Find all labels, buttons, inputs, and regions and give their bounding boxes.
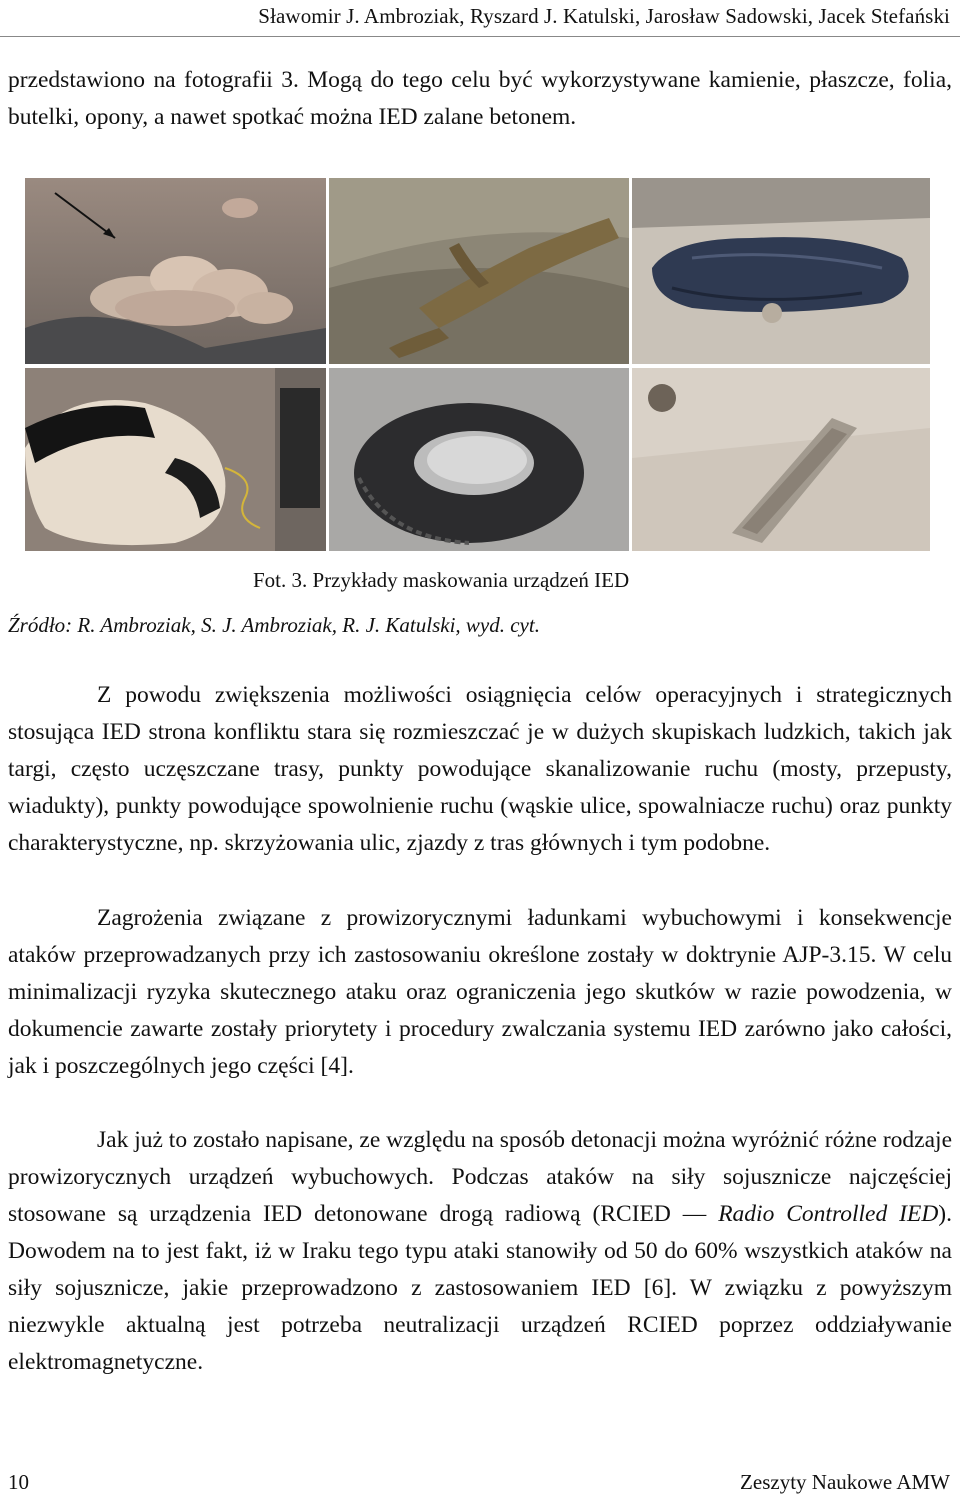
tarp-photo — [632, 178, 930, 364]
rocks-photo — [25, 178, 326, 364]
bag-photo — [25, 368, 326, 551]
paragraph-3-text-end: ). Dowodem na to jest fakt, iż w Iraku tego typu ataki stanowiły od 50 do 60% wszystkich ataków na siły sojusznicze, jakie przeprowadzono z zastosowaniem IED [6]. W związku z powyższym niezwykle aktualną jest potrzeba neutralizacji urządzeń RCIED poprzez oddziaływanie elektromagnetyczne. — [8, 1201, 952, 1375]
figure-source: Źródło: R. Ambroziak, S. J. Ambroziak, R. J. Katulski, wyd. cyt. — [8, 613, 540, 637]
intro-paragraph: przedstawiono na fotografii 3. Mogą do tego celu być wykorzystywane kamienie, płaszcze, folia, butelki, opony, a nawet spotkać można IED zalane betonem. — [8, 67, 952, 130]
paragraph-3-italic-term: Radio Controlled IED — [718, 1201, 939, 1227]
concrete-photo — [632, 368, 930, 551]
body-paragraph-3 — [8, 1122, 952, 1381]
figure-caption: Fot. 3. Przykłady maskowania urządzeń IED — [253, 568, 630, 592]
figure-photo-grid — [25, 178, 930, 551]
header-divider — [0, 36, 960, 37]
paragraph-3-text-start: Jak już to zostało napisane, ze względu na sposób detonacji można wyróżnić różne rodzaje prowizorycznych urządzeń wybuchowych. Podczas ataków na siły sojusznicze najczęściej stosowane są urządzenia IED detonowane drogą radiową (RCIED — — [8, 1127, 952, 1227]
body-paragraph-1: Z powodu zwiększenia możliwości osiągnięcia celów operacyjnych i strategicznych stosująca IED strona konfliktu stara się rozmieszczać je w dużych skupiskach ludzkich, takich jak targi, często uczęszczane trasy, punkty powodujące skanalizowanie ruchu (mosty, przepusty, wiadukty), punkty powodujące spowolnienie ruchu (wąskie ulice, spowalniacze ruchu) oraz punkty charakterystyczne, np. skrzyżowania ulic, zjazdy z tras głównych i tym podobne. — [8, 682, 952, 856]
tire-photo — [329, 368, 629, 551]
coat-photo — [329, 178, 629, 364]
running-header: Sławomir J. Ambroziak, Ryszard J. Katulski, Jarosław Sadowski, Jacek Stefański — [258, 4, 950, 28]
page-number: 10 — [8, 1470, 29, 1494]
journal-name: Zeszyty Naukowe AMW — [740, 1470, 950, 1494]
body-paragraph-2: Zagrożenia związane z prowizorycznymi ładunkami wybuchowymi i konsekwencje ataków przeprowadzanych przy ich zastosowaniu określone zostały w doktrynie AJP-3.15. W celu minimalizacji ryzyka skutecznego ataku oraz ograniczenia jego skutków w razie powodzenia, w dokumencie zawarte zostały priorytety i procedury zwalczania systemu IED zarówno jako całości, jak i poszczególnych jego części [4]. — [8, 905, 952, 1079]
